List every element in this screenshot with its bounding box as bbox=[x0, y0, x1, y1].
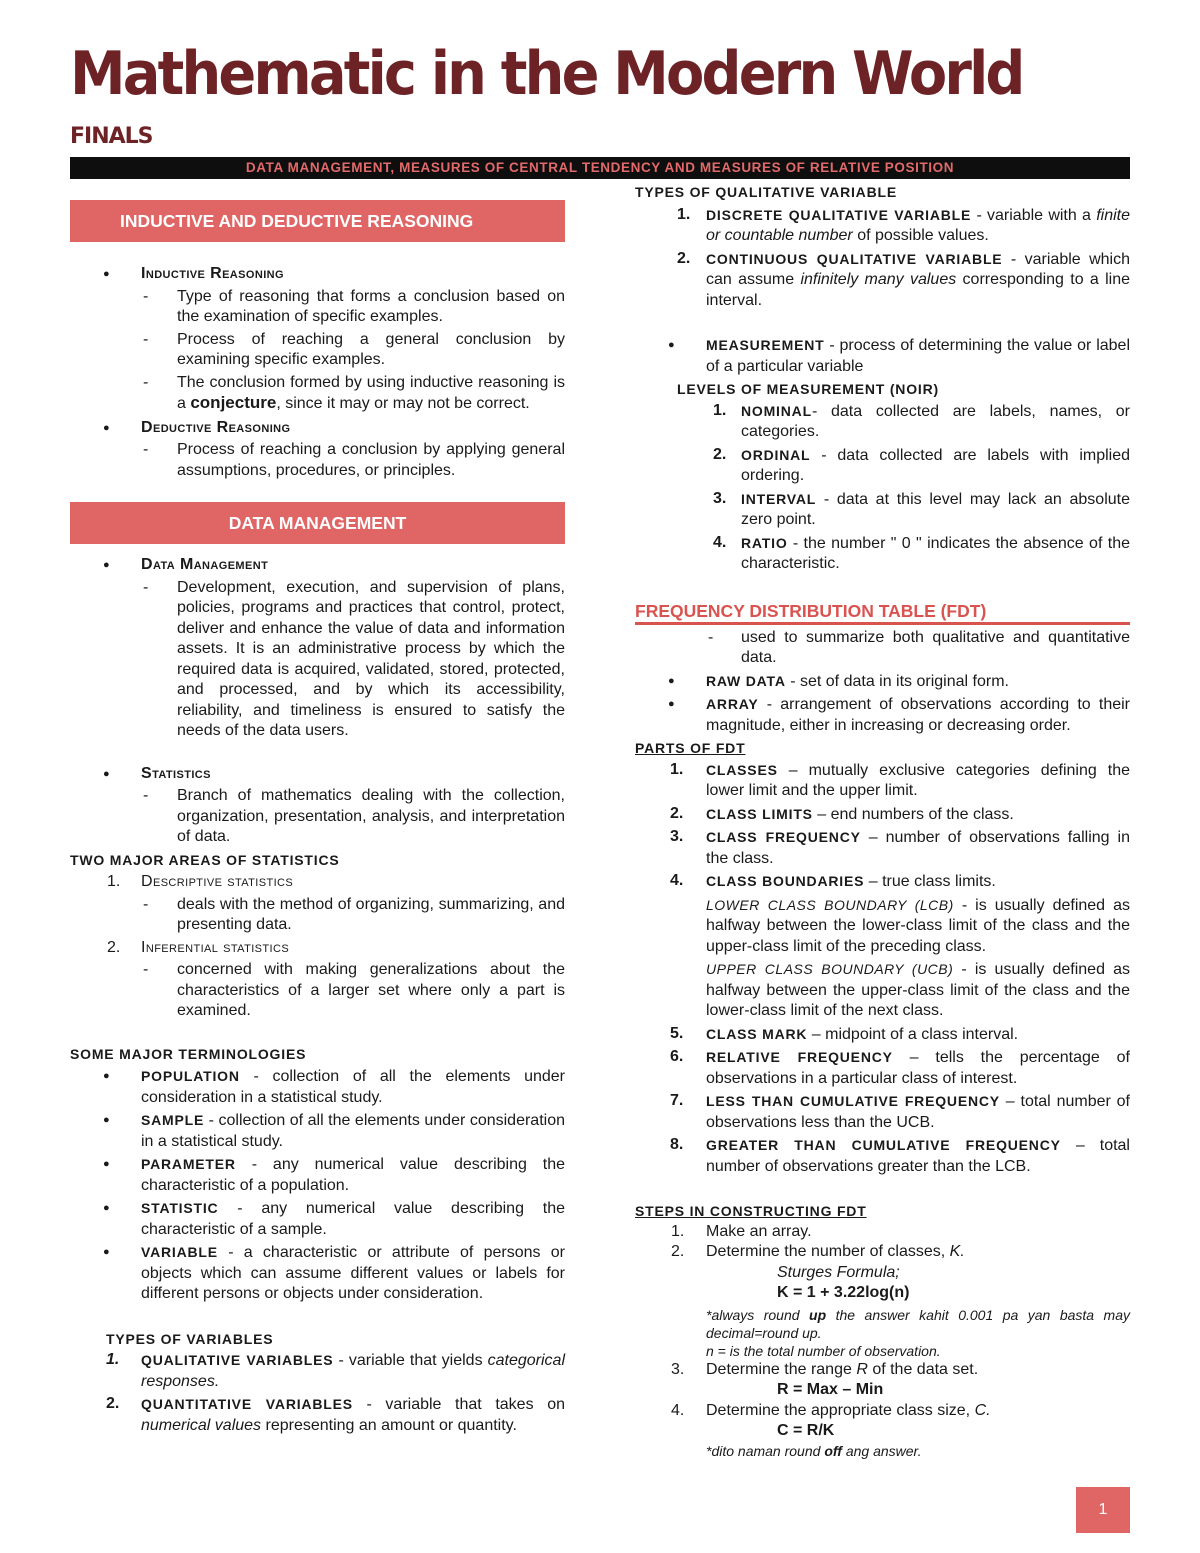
text: *always round bbox=[706, 1306, 810, 1323]
text: - is usually defined as halfway between the lower-class limit of the class and the upper-class limit of the preceding class. bbox=[706, 896, 1130, 955]
page-subtitle: FINALS bbox=[70, 124, 153, 149]
text: corresponding to a line interval. bbox=[706, 271, 1130, 309]
list-item bbox=[635, 1091, 1130, 1133]
list-item bbox=[70, 1066, 565, 1108]
list-item-data-management bbox=[70, 555, 565, 576]
text: *dito naman round bbox=[706, 1442, 825, 1459]
text: - data collected are labels with implied ordering. bbox=[741, 446, 1131, 484]
item-number: 7. bbox=[670, 1092, 684, 1109]
list-item bbox=[635, 804, 1130, 826]
term-ucb: UPPER CLASS BOUNDARY (UCB) bbox=[706, 961, 954, 977]
text: numerical values bbox=[141, 1416, 262, 1434]
list-item bbox=[635, 533, 1130, 575]
subheading-types-of-variables: TYPES OF VARIABLES bbox=[106, 1330, 274, 1347]
text: K. bbox=[949, 1243, 965, 1260]
term-ordinal: ORDINAL bbox=[741, 446, 811, 463]
page-number: 1 bbox=[1076, 1487, 1130, 1533]
item-number: 2. bbox=[106, 1395, 120, 1412]
subheading-parts-of-fdt: PARTS OF FDT bbox=[635, 740, 746, 756]
term-measurement: MEASUREMENT bbox=[706, 337, 825, 353]
text: - a characteristic or attribute of persons or objects which can assume different values or labels for different persons or objects under consideration. bbox=[141, 1244, 565, 1302]
term-array: ARRAY bbox=[706, 696, 759, 712]
section-heading-fdt: FREQUENCY DISTRIBUTION TABLE (FDT) bbox=[635, 597, 1130, 625]
item-number: 4. bbox=[671, 1401, 685, 1419]
list-item: - deals with the method of organizing, summarizing, and presenting data. bbox=[70, 895, 565, 936]
text: representing an amount or quantity. bbox=[261, 1416, 517, 1434]
formula-range: R = Max – Min bbox=[777, 1381, 884, 1398]
list-item bbox=[70, 1154, 565, 1196]
text: - any numerical value describing the characteristic of a sample. bbox=[141, 1200, 565, 1238]
subheading-steps: STEPS IN CONSTRUCTING FDT bbox=[635, 1203, 867, 1219]
item-number: 3. bbox=[713, 489, 727, 507]
text: - data at this level may lack an absolute zero point. bbox=[741, 490, 1130, 528]
subheading-terminologies: SOME MAJOR TERMINOLOGIES bbox=[70, 1045, 307, 1062]
item-number: 5. bbox=[670, 1024, 684, 1042]
term-class-boundaries: CLASS BOUNDARIES bbox=[706, 873, 865, 889]
text: - any numerical value describing the characteristic of a population. bbox=[141, 1156, 565, 1194]
section-heading-reasoning: INDUCTIVE AND DEDUCTIVE REASONING bbox=[70, 200, 565, 242]
item-number: 2. bbox=[107, 938, 121, 956]
text: The conclusion formed by using inductive reasoning is a bbox=[177, 373, 565, 412]
text: - the number " 0 " indicates the absence of the characteristic. bbox=[741, 534, 1130, 572]
list-item bbox=[635, 1242, 1130, 1263]
list-item: - Type of reasoning that forms a conclusion based on the examination of specific examples. bbox=[70, 287, 565, 328]
term-inferential: Inferential statistics bbox=[141, 938, 290, 956]
formula-label: Sturges Formula; bbox=[777, 1263, 900, 1281]
term-variable: VARIABLE bbox=[141, 1244, 218, 1260]
text: - set of data in its original form. bbox=[790, 672, 1009, 690]
text: – tells the percentage of observations in a particular class of interest. bbox=[706, 1049, 1130, 1087]
term-descriptive: Descriptive statistics bbox=[141, 873, 294, 890]
text: - variable that yields bbox=[338, 1352, 488, 1369]
item-number: 2. bbox=[677, 249, 691, 267]
term-data-management: Data Management bbox=[141, 556, 269, 573]
item-number: 3. bbox=[671, 1360, 685, 1378]
subheading-qualitative-types: TYPES OF QUALITATIVE VARIABLE bbox=[635, 184, 897, 200]
subheading-levels: LEVELS OF MEASUREMENT (NOIR) bbox=[677, 381, 939, 397]
text: categorical responses. bbox=[141, 1352, 565, 1390]
list-item: - used to summarize both qualitative and quantitative data. bbox=[635, 628, 1130, 669]
term-relative-frequency: RELATIVE FREQUENCY bbox=[706, 1049, 893, 1065]
term-nominal: NOMINAL bbox=[741, 402, 812, 419]
item-number: 2. bbox=[670, 804, 684, 822]
text: R bbox=[856, 1360, 868, 1378]
list-item bbox=[635, 1401, 1130, 1422]
list-item-statistics bbox=[70, 764, 565, 785]
text: C. bbox=[974, 1401, 991, 1419]
text: - collection of all the elements under consideration in a statistical study. bbox=[141, 1112, 565, 1150]
term-statistics: Statistics bbox=[141, 764, 211, 782]
list-item: - Process of reaching a general conclusion by examining specific examples. bbox=[70, 330, 565, 371]
list-item bbox=[70, 1350, 565, 1392]
item-number: 1. bbox=[670, 760, 684, 778]
text: infinitely many values bbox=[800, 271, 957, 288]
list-item bbox=[635, 401, 1130, 443]
text: Determine the appropriate class size, bbox=[706, 1401, 975, 1419]
text: up bbox=[809, 1306, 827, 1323]
list-item bbox=[635, 1135, 1130, 1177]
list-item bbox=[635, 895, 1130, 958]
term-quantitative: QUANTITATIVE VARIABLES bbox=[141, 1396, 353, 1412]
text: - collection of all the elements under consideration in a statistical study. bbox=[141, 1068, 565, 1106]
text: - arrangement of observations according to their magnitude, either in increasing or decreasing order. bbox=[706, 696, 1131, 734]
text: – midpoint of a class interval. bbox=[811, 1025, 1019, 1043]
text: the answer kahit 0.001 pa yan basta may decimal=round up. bbox=[706, 1306, 1130, 1341]
list-item bbox=[70, 938, 565, 959]
text: Determine the range bbox=[706, 1360, 857, 1378]
term-sample: SAMPLE bbox=[141, 1112, 205, 1128]
term-lcb: LOWER CLASS BOUNDARY (LCB) bbox=[706, 896, 954, 913]
list-item-inductive bbox=[70, 264, 565, 285]
list-item: - Branch of mathematics dealing with the collection, organization, presentation, analysis, and interpretation of data. bbox=[70, 786, 565, 848]
item-number: 6. bbox=[670, 1048, 684, 1065]
text: Determine the number of classes, bbox=[706, 1243, 950, 1260]
term-statistic: STATISTIC bbox=[141, 1200, 219, 1216]
subheading-two-major-areas: TWO MAJOR AREAS OF STATISTICS bbox=[70, 851, 340, 868]
item-number: 2. bbox=[713, 445, 727, 463]
item-number: 2. bbox=[671, 1243, 685, 1260]
term-class-limits: CLASS LIMITS bbox=[706, 805, 813, 822]
text: - process of determining the value or label of a particular variable bbox=[706, 337, 1130, 375]
text: - variable with a bbox=[976, 206, 1097, 224]
text: – mutually exclusive categories defining the lower limit and the upper limit. bbox=[706, 761, 1130, 799]
list-item bbox=[635, 249, 1130, 312]
text: finite or countable number bbox=[706, 206, 1130, 244]
text: - is usually defined as halfway between the upper-class limit of the class and the lower-class limit of the next class. bbox=[706, 961, 1130, 1019]
item-number: 1. bbox=[671, 1222, 685, 1240]
formula-class-size: C = R/K bbox=[777, 1422, 835, 1439]
list-item bbox=[635, 1024, 1130, 1046]
term-classes: CLASSES bbox=[706, 761, 778, 778]
term-qualitative: QUALITATIVE VARIABLES bbox=[141, 1352, 334, 1368]
topic-banner: DATA MANAGEMENT, MEASURES OF CENTRAL TENDENCY AND MEASURES OF RELATIVE POSITION bbox=[70, 157, 1130, 179]
list-item bbox=[70, 373, 565, 415]
list-item bbox=[70, 1110, 565, 1152]
term-interval: INTERVAL bbox=[741, 490, 817, 507]
text: – end numbers of the class. bbox=[817, 805, 1014, 823]
term-continuous: CONTINUOUS QUALITATIVE VARIABLE bbox=[706, 250, 1003, 267]
item-number: 3. bbox=[670, 828, 684, 845]
list-item bbox=[635, 871, 1130, 893]
list-item bbox=[635, 1222, 1130, 1243]
item-number: 4. bbox=[670, 872, 684, 889]
list-item bbox=[635, 445, 1130, 487]
item-number: 1. bbox=[106, 1351, 120, 1368]
list-item: - concerned with making generalizations about the characteristics of a larger set where only a part is examined. bbox=[70, 960, 565, 1022]
text: of possible values. bbox=[852, 227, 989, 244]
term-conjecture: conjecture bbox=[190, 393, 277, 412]
term-discrete: DISCRETE QUALITATIVE VARIABLE bbox=[706, 206, 972, 223]
term-less-than-cf: LESS THAN CUMULATIVE FREQUENCY bbox=[706, 1093, 1000, 1109]
list-item bbox=[635, 1360, 1130, 1381]
right-column bbox=[635, 182, 1130, 1460]
text: - data collected are labels, names, or categories. bbox=[741, 402, 1130, 440]
list-item bbox=[635, 694, 1130, 736]
item-number: 8. bbox=[670, 1136, 684, 1153]
text: – true class limits. bbox=[868, 873, 996, 890]
list-item bbox=[635, 489, 1130, 531]
text: ang answer. bbox=[841, 1442, 922, 1459]
text: , since it may or may not be correct. bbox=[276, 395, 530, 412]
text: – total number of observations greater than the LCB. bbox=[706, 1137, 1130, 1175]
text: Make an array. bbox=[706, 1222, 812, 1240]
term-greater-than-cf: GREATER THAN CUMULATIVE FREQUENCY bbox=[706, 1137, 1061, 1153]
text: - variable which can assume bbox=[706, 250, 1130, 288]
term-population: POPULATION bbox=[141, 1068, 240, 1084]
item-number: 1. bbox=[677, 205, 691, 223]
text: - variable that takes on bbox=[366, 1396, 565, 1413]
item-number: 4. bbox=[713, 533, 727, 551]
list-item bbox=[70, 1394, 565, 1436]
text: – total number of observations less than the UCB. bbox=[706, 1093, 1131, 1131]
term-parameter: PARAMETER bbox=[141, 1156, 236, 1172]
list-item bbox=[635, 1047, 1130, 1089]
list-item bbox=[635, 671, 1130, 693]
note bbox=[635, 1442, 1130, 1460]
list-item bbox=[70, 1242, 565, 1305]
formula-sturges: K = 1 + 3.22log(n) bbox=[777, 1284, 910, 1301]
list-item bbox=[70, 872, 565, 893]
term-inductive: Inductive Reasoning bbox=[141, 265, 284, 282]
text: off bbox=[824, 1442, 842, 1459]
list-item: - Process of reaching a conclusion by applying general assumptions, procedures, or principles. bbox=[70, 440, 565, 481]
term-raw-data: RAW DATA bbox=[706, 672, 786, 689]
item-number: 1. bbox=[713, 401, 727, 419]
list-item-deductive bbox=[70, 418, 565, 439]
item-number: 1. bbox=[107, 873, 121, 890]
page-title: Mathematic in the Modern World bbox=[70, 39, 1023, 109]
term-class-mark: CLASS MARK bbox=[706, 1025, 808, 1042]
left-column bbox=[70, 182, 565, 1436]
term-ratio: RATIO bbox=[741, 534, 788, 551]
list-item bbox=[635, 959, 1130, 1022]
list-item bbox=[635, 827, 1130, 869]
text: – number of observations falling in the class. bbox=[706, 829, 1130, 867]
text: of the data set. bbox=[867, 1360, 979, 1378]
list-item bbox=[635, 335, 1130, 377]
note: n = is the total number of observation. bbox=[706, 1342, 941, 1359]
term-deductive: Deductive Reasoning bbox=[141, 418, 291, 436]
section-heading-data-management: DATA MANAGEMENT bbox=[70, 502, 565, 544]
list-item: - Development, execution, and supervision of plans, policies, programs and practices that control, protect, deliver and enhance the value of data and information assets. It is an administrative process by which the required data is acquired, validated, stored, protected, and processed, and by which its accessibility, reliability, and timeliness is ensured to satisfy the needs of the data users. bbox=[70, 578, 565, 742]
term-class-frequency: CLASS FREQUENCY bbox=[706, 829, 861, 845]
list-item bbox=[635, 760, 1130, 802]
list-item bbox=[635, 205, 1130, 247]
note bbox=[635, 1306, 1130, 1342]
list-item bbox=[70, 1198, 565, 1240]
